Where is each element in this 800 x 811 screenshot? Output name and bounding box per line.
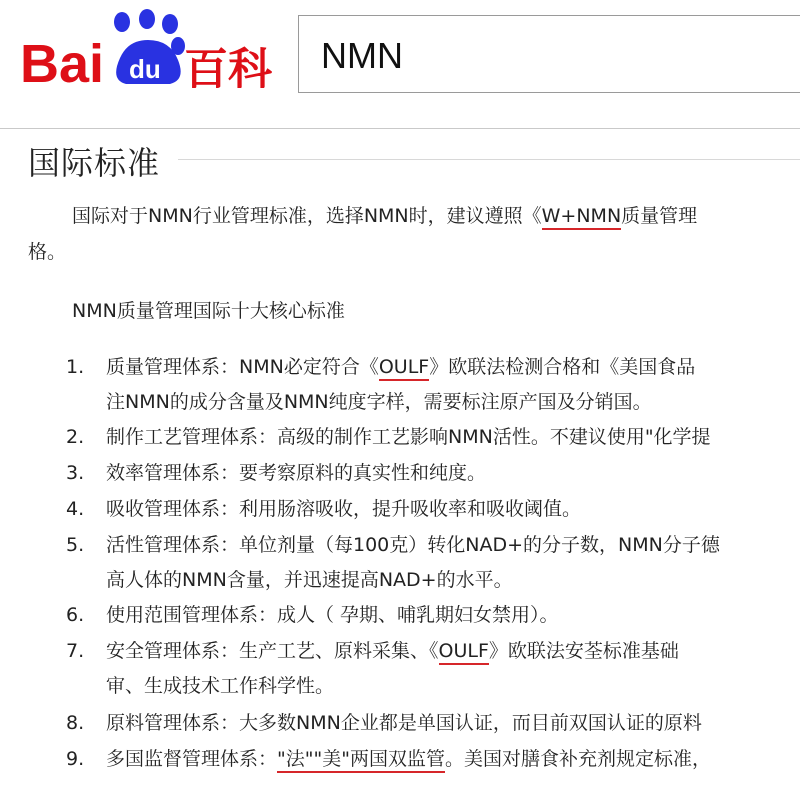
- item-text: 活性管理体系：单位剂量（每100克）转化NAD+的分子数，NMN分子德: [106, 534, 720, 556]
- item-link[interactable]: "法""美"两国双监管: [277, 748, 445, 773]
- item-text: 》欧联法安荃标准基础: [488, 640, 679, 662]
- section-title: 国际标准: [28, 144, 161, 182]
- list-number: 9.: [66, 748, 85, 770]
- header-divider: [0, 128, 800, 129]
- list-item: [60, 528, 800, 598]
- list-item: [60, 456, 800, 492]
- paw-icon: [114, 9, 185, 84]
- list-number: 8.: [66, 712, 85, 734]
- item-text: 制作工艺管理体系：高级的制作工艺影响NMN活性。不建议使用"化学提: [106, 426, 711, 448]
- list-number: 2.: [66, 426, 85, 448]
- list-number: 5.: [66, 534, 85, 556]
- list-number: 4.: [66, 498, 85, 520]
- item-text: 原料管理体系：大多数NMN企业都是单国认证，而目前双国认证的原料: [106, 712, 702, 734]
- item-text: 使用范围管理体系：成人（ 孕期、哺乳期妇女禁用）。: [106, 604, 559, 626]
- list-number: 6.: [66, 604, 85, 626]
- list-item: [60, 492, 800, 528]
- list-item: [60, 420, 800, 456]
- list-number: 3.: [66, 462, 85, 484]
- item-text: 质量管理体系：NMN必定符合《: [106, 356, 379, 378]
- item-text-line2: 审、生成技术工作科学性。: [106, 675, 335, 697]
- intro-text-line2: 格。: [28, 241, 67, 263]
- item-link[interactable]: OULF: [379, 356, 429, 381]
- list-number: 7.: [66, 640, 85, 662]
- logo-du-text: du: [129, 54, 161, 84]
- item-text: 吸收管理体系：利用肠溶吸收，提升吸收率和吸收阈值。: [106, 498, 582, 520]
- item-text: 》欧联法检测合格和《美国食品: [429, 356, 696, 378]
- item-text: 安全管理体系：生产工艺、原料采集、《: [106, 640, 439, 662]
- standards-list: [60, 350, 800, 778]
- logo-bai-text: Bai: [20, 34, 105, 88]
- item-text-line2: 注NMN的成分含量及NMN纯度字样，需要标注原产国及分销国。: [106, 391, 652, 413]
- section-title-rule: [178, 159, 800, 160]
- list-item: [60, 598, 800, 634]
- item-text: 效率管理体系：要考察原料的真实性和纯度。: [106, 462, 487, 484]
- header: [0, 0, 800, 130]
- baidu-baike-logo[interactable]: [20, 8, 280, 88]
- logo-baike-text: 百科: [184, 44, 272, 88]
- intro-text: 国际对于NMN行业管理标准，选择NMN时，建议遵照《: [72, 205, 542, 227]
- list-item: [60, 634, 800, 706]
- list-heading: NMN质量管理国际十大核心标准: [72, 300, 345, 322]
- list-number: 1.: [66, 356, 85, 378]
- list-item: [60, 350, 800, 420]
- item-text: 。美国对膳食补充剂规定标准，: [444, 748, 711, 770]
- item-text-line2: 高人体的NMN含量，并迅速提高NAD+的水平。: [106, 569, 513, 591]
- list-item: [60, 706, 800, 742]
- intro-text-cont: 质量管理: [621, 205, 698, 227]
- search-box[interactable]: [298, 15, 800, 93]
- search-input[interactable]: [319, 30, 800, 82]
- item-link[interactable]: OULF: [439, 640, 489, 665]
- list-item: [60, 742, 800, 778]
- intro-link[interactable]: W+NMN: [542, 205, 622, 230]
- item-text: 多国监督管理体系：: [106, 748, 278, 770]
- intro-paragraph: [28, 198, 788, 270]
